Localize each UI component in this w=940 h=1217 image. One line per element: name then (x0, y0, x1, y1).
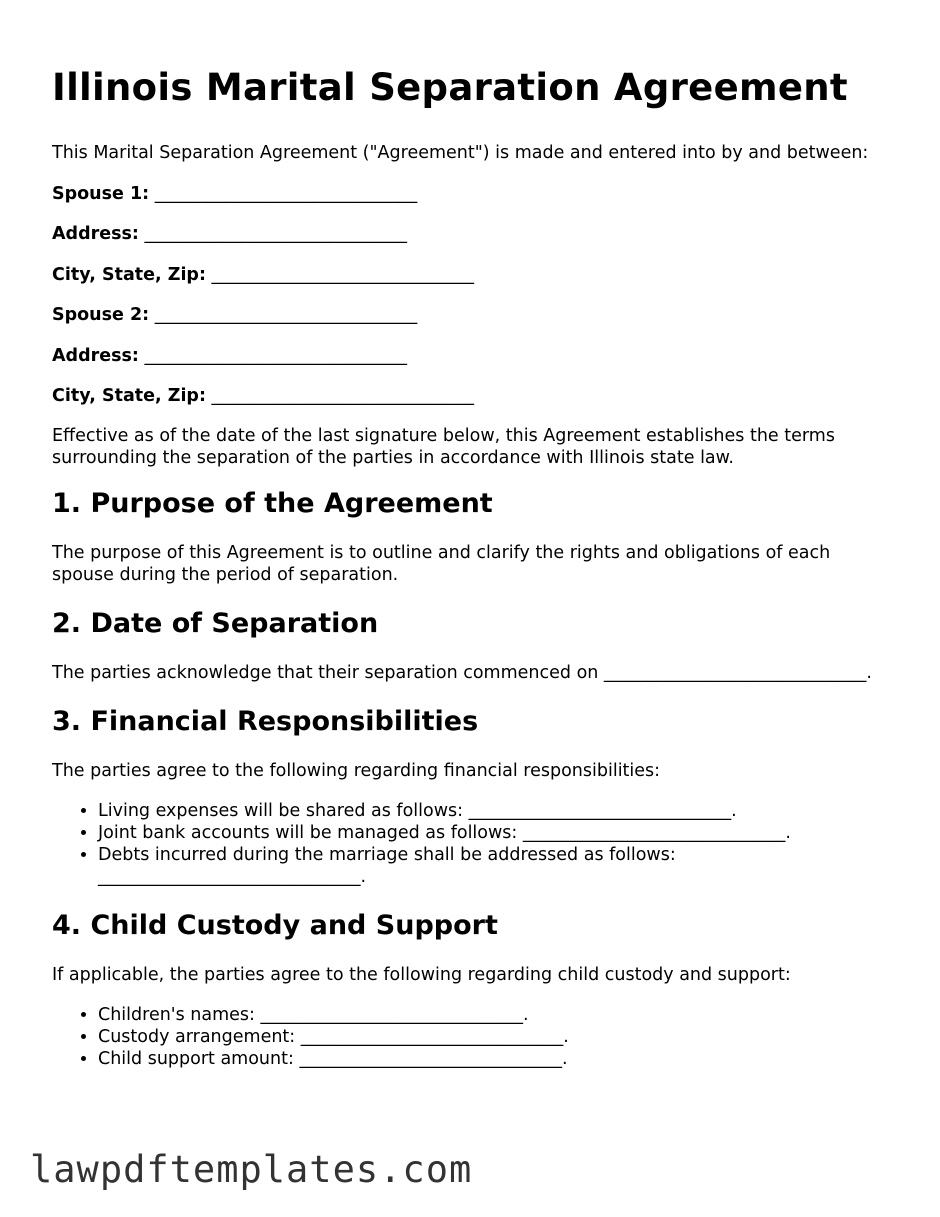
watermark-brand: lawpdftemplates.com (30, 1148, 473, 1191)
blank-line: ______________________________ (144, 345, 408, 366)
section-text: The parties acknowledge that their separation commenced on ______________________________. (52, 663, 872, 684)
field-spouse-1 (52, 183, 892, 205)
list-item: • Living expenses will be shared as follows: ______________________________. (98, 800, 892, 822)
list-item: • Debts incurred during the marriage shall be addressed as follows: ______________________________. (98, 844, 892, 888)
custody-list (52, 1004, 892, 1070)
field-label: Spouse 1: (52, 184, 150, 204)
blank-line: ______________________________ (154, 184, 418, 204)
section-financial (52, 702, 892, 888)
field-label: Address: (52, 345, 139, 366)
field-label: Spouse 2: (52, 305, 150, 326)
list-item: • Children's names: ______________________________. (98, 1004, 892, 1026)
field-city-state-zip-2 (52, 385, 892, 407)
section-heading: 4. Child Custody and Support (52, 910, 498, 942)
field-label: City, State, Zip: (52, 264, 206, 285)
section-purpose (52, 484, 892, 586)
list-item: • Joint bank accounts will be managed as follows: ______________________________. (98, 822, 892, 844)
blank-line: ______________________________ (144, 224, 408, 245)
section-text: If applicable, the parties agree to the following regarding child custody and support: (52, 965, 791, 986)
document-page (52, 60, 892, 1088)
field-city-state-zip-1 (52, 264, 892, 286)
section-heading: 2. Date of Separation (52, 608, 379, 640)
section-date-of-separation (52, 604, 892, 684)
field-address-1 (52, 223, 892, 245)
field-label: City, State, Zip: (52, 385, 206, 406)
section-text: The parties agree to the following regarding financial responsibilities: (52, 761, 661, 782)
field-address-2 (52, 345, 892, 367)
section-heading: 1. Purpose of the Agreement (52, 488, 493, 520)
intro-paragraph: This Marital Separation Agreement ("Agreement") is made and entered into by and between: (52, 143, 869, 163)
effective-paragraph: Effective as of the date of the last signature below, this Agreement establishes the terms surrounding the separation of the parties in accordance with Illinois state law. (52, 426, 835, 469)
section-child-custody (52, 906, 892, 1070)
document-title: Illinois Marital Separation Agreement (52, 66, 848, 109)
financial-list (52, 800, 892, 888)
blank-line: ______________________________ (211, 385, 475, 406)
blank-line: ______________________________ (154, 305, 418, 326)
field-spouse-2 (52, 304, 892, 326)
section-heading: 3. Financial Responsibilities (52, 706, 479, 738)
section-text: The purpose of this Agreement is to outline and clarify the rights and obligations of each spouse during the period of separation. (52, 543, 831, 586)
blank-line: ______________________________ (211, 264, 475, 285)
list-item: • Child support amount: ______________________________. (98, 1048, 892, 1070)
list-item: • Custody arrangement: ______________________________. (98, 1026, 892, 1048)
field-label: Address: (52, 224, 139, 245)
